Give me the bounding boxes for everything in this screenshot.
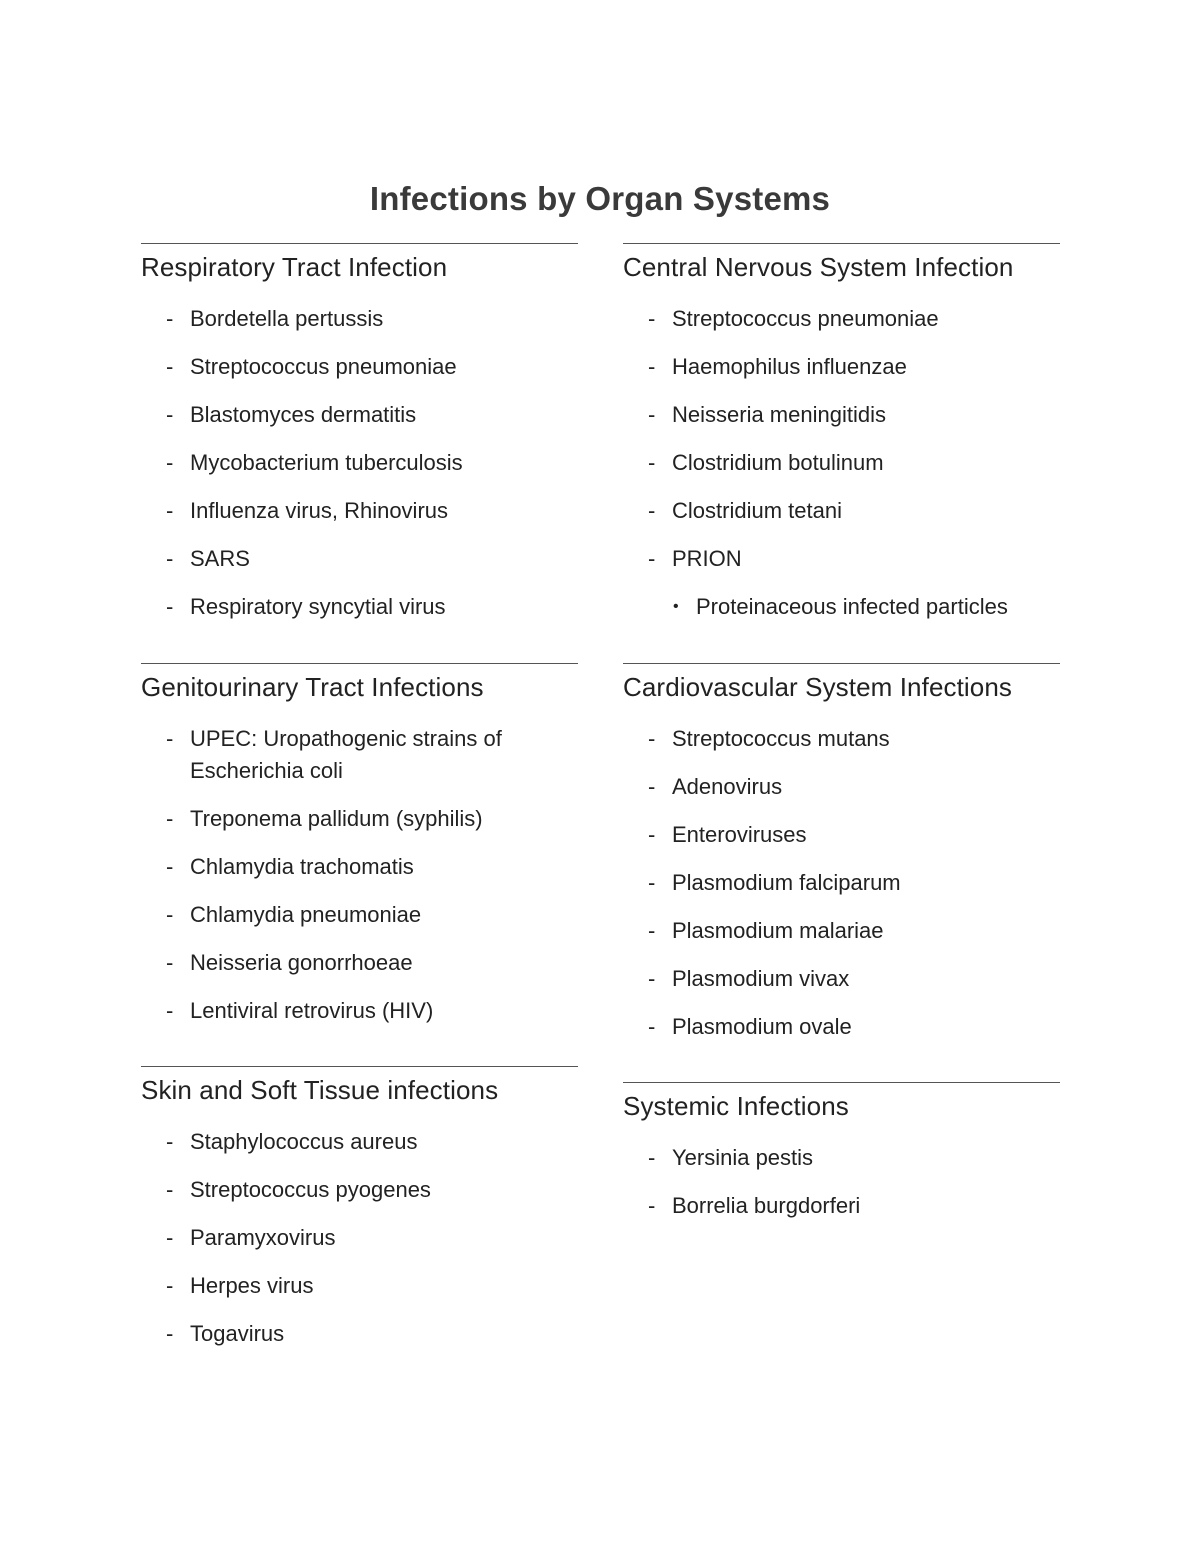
page-title: Infections by Organ Systems	[369, 180, 831, 218]
list-item: - Yersinia pestis	[623, 1142, 1060, 1174]
dash-marker: -	[166, 998, 174, 1023]
list-item: - Bordetella pertussis	[141, 303, 578, 335]
dash-marker: -	[648, 306, 656, 331]
dash-marker: -	[166, 306, 174, 331]
section-heading: Respiratory Tract Infection	[141, 252, 448, 282]
section-cns	[623, 243, 1060, 623]
dash-marker: -	[648, 546, 656, 571]
dash-marker: -	[166, 1129, 174, 1154]
list-item: - SARS	[141, 543, 578, 575]
dash-marker: -	[648, 1193, 656, 1218]
list-item: - Streptococcus pneumoniae	[623, 303, 1060, 335]
dash-marker: -	[648, 870, 656, 895]
list-item: - Respiratory syncytial virus	[141, 591, 578, 623]
list-item: - Clostridium botulinum	[623, 447, 1060, 479]
dash-marker: -	[166, 806, 174, 831]
list-item: - Staphylococcus aureus	[141, 1126, 578, 1158]
list-item: - Haemophilus influenzae	[623, 351, 1060, 383]
dash-marker: -	[166, 450, 174, 475]
item-list	[141, 303, 578, 623]
list-item: - Borrelia burgdorferi	[623, 1190, 1060, 1222]
dash-marker: -	[648, 726, 656, 751]
dash-marker: -	[166, 1225, 174, 1250]
list-item: - Streptococcus mutans	[623, 723, 1060, 755]
list-item: - Clostridium tetani	[623, 495, 1060, 527]
section-heading: Genitourinary Tract Infections	[141, 672, 484, 702]
dash-marker: -	[648, 918, 656, 943]
item-list	[623, 1142, 1060, 1222]
section-respiratory	[141, 243, 578, 623]
list-item: - Lentiviral retrovirus (HIV)	[141, 995, 578, 1027]
item-list	[141, 723, 578, 1027]
dash-marker: -	[166, 1177, 174, 1202]
list-item: - PRION	[623, 543, 1060, 575]
dash-marker: -	[166, 1273, 174, 1298]
dash-marker: -	[648, 1014, 656, 1039]
section-systemic	[623, 1082, 1060, 1222]
list-item: - UPEC: Uropathogenic strains of Escherichia coli	[141, 723, 578, 787]
sub-list-item: • Proteinaceous infected particles	[623, 591, 1060, 623]
list-item: - Plasmodium falciparum	[623, 867, 1060, 899]
list-item: - Streptococcus pyogenes	[141, 1174, 578, 1206]
item-list	[623, 303, 1060, 623]
section-skin-soft-tissue	[141, 1066, 578, 1350]
dash-marker: -	[648, 402, 656, 427]
dash-marker: -	[648, 822, 656, 847]
dash-marker: -	[166, 498, 174, 523]
dash-marker: -	[166, 950, 174, 975]
dash-marker: -	[166, 594, 174, 619]
dash-marker: -	[648, 1145, 656, 1170]
section-heading: Cardiovascular System Infections	[623, 672, 1013, 702]
dash-marker: -	[166, 902, 174, 927]
list-item: - Plasmodium malariae	[623, 915, 1060, 947]
section-genitourinary	[141, 663, 578, 1027]
section-cardiovascular	[623, 663, 1060, 1043]
list-item: - Treponema pallidum (syphilis)	[141, 803, 578, 835]
list-item: - Chlamydia pneumoniae	[141, 899, 578, 931]
dash-marker: -	[166, 402, 174, 427]
item-list	[141, 1126, 578, 1350]
dash-marker: -	[648, 354, 656, 379]
list-item: - Adenovirus	[623, 771, 1060, 803]
list-item: - Blastomyces dermatitis	[141, 399, 578, 431]
bullet-marker: •	[673, 598, 679, 615]
list-item: - Enteroviruses	[623, 819, 1060, 851]
section-heading: Systemic Infections	[623, 1091, 849, 1121]
section-heading: Skin and Soft Tissue infections	[141, 1075, 499, 1105]
dash-marker: -	[166, 1321, 174, 1346]
list-item: - Togavirus	[141, 1318, 578, 1350]
list-item: - Paramyxovirus	[141, 1222, 578, 1254]
section-heading: Central Nervous System Infection	[623, 252, 1014, 282]
dash-marker: -	[166, 354, 174, 379]
list-item: - Streptococcus pneumoniae	[141, 351, 578, 383]
list-item: - Neisseria meningitidis	[623, 399, 1060, 431]
dash-marker: -	[648, 498, 656, 523]
dash-marker: -	[166, 726, 174, 751]
dash-marker: -	[648, 450, 656, 475]
list-item: - Chlamydia trachomatis	[141, 851, 578, 883]
dash-marker: -	[166, 854, 174, 879]
list-item: - Herpes virus	[141, 1270, 578, 1302]
dash-marker: -	[648, 774, 656, 799]
list-item: - Mycobacterium tuberculosis	[141, 447, 578, 479]
item-list	[623, 723, 1060, 1043]
list-item: - Neisseria gonorrhoeae	[141, 947, 578, 979]
dash-marker: -	[166, 546, 174, 571]
list-item: - Plasmodium ovale	[623, 1011, 1060, 1043]
list-item: - Influenza virus, Rhinovirus	[141, 495, 578, 527]
dash-marker: -	[648, 966, 656, 991]
list-item: - Plasmodium vivax	[623, 963, 1060, 995]
